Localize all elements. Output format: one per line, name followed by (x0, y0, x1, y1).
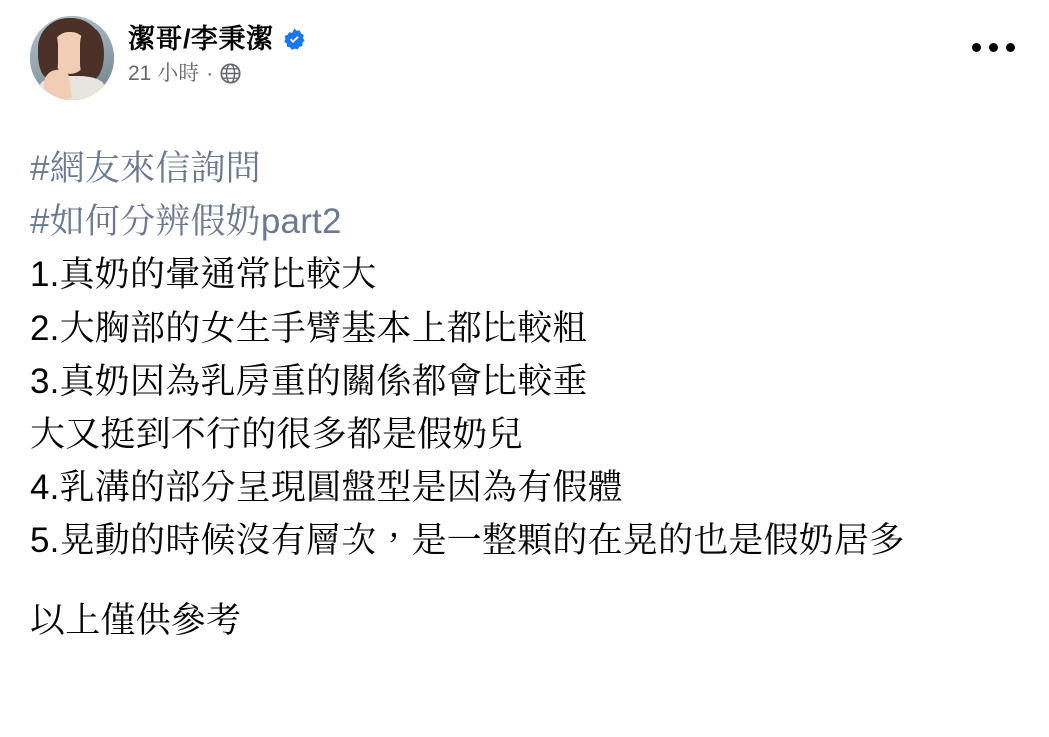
post-text-spacer (30, 568, 1019, 594)
ellipsis-dot-2 (989, 43, 998, 52)
post-timestamp[interactable]: 21 小時 (128, 62, 200, 85)
post-text-line-1: 1.真奶的暈通常比較大 (30, 255, 377, 295)
post-options-menu-button[interactable] (965, 30, 1021, 64)
post-hashtag-1[interactable]: #網友來信詢問 (30, 149, 261, 188)
post-text-line-4: 大又挺到不行的很多都是假奶兒 (30, 414, 523, 454)
meta-separator: · (206, 62, 214, 85)
author-name[interactable]: 潔哥/李秉潔 (128, 24, 274, 54)
post-text-line-2: 2.大胸部的女生手臂基本上都比較粗 (30, 308, 588, 348)
post-text-closing: 以上僅供參考 (30, 600, 242, 640)
author-name-row (128, 26, 307, 53)
ellipsis-dot-3 (1006, 43, 1015, 52)
ellipsis-horizontal-icon (972, 43, 981, 52)
globe-public-icon[interactable] (220, 63, 241, 84)
verified-badge-icon (282, 27, 307, 52)
post-author-block (128, 14, 307, 84)
post-hashtag-2[interactable]: #如何分辨假奶part2 (30, 202, 342, 242)
post-text-line-5: 4.乳溝的部分呈現圓盤型是因為有假體 (30, 468, 623, 508)
post-text-line-6: 5.晃動的時候沒有層次，是一整顆的在晃的也是假奶居多 (30, 521, 905, 561)
post-message-text (30, 142, 1019, 647)
user-avatar-photo[interactable] (30, 16, 114, 100)
post-text-line-3: 3.真奶因為乳房重的關係都會比較垂 (30, 361, 588, 401)
avatar-hair-right (80, 28, 104, 80)
post-meta-row (128, 63, 307, 84)
post-header (30, 10, 1019, 106)
